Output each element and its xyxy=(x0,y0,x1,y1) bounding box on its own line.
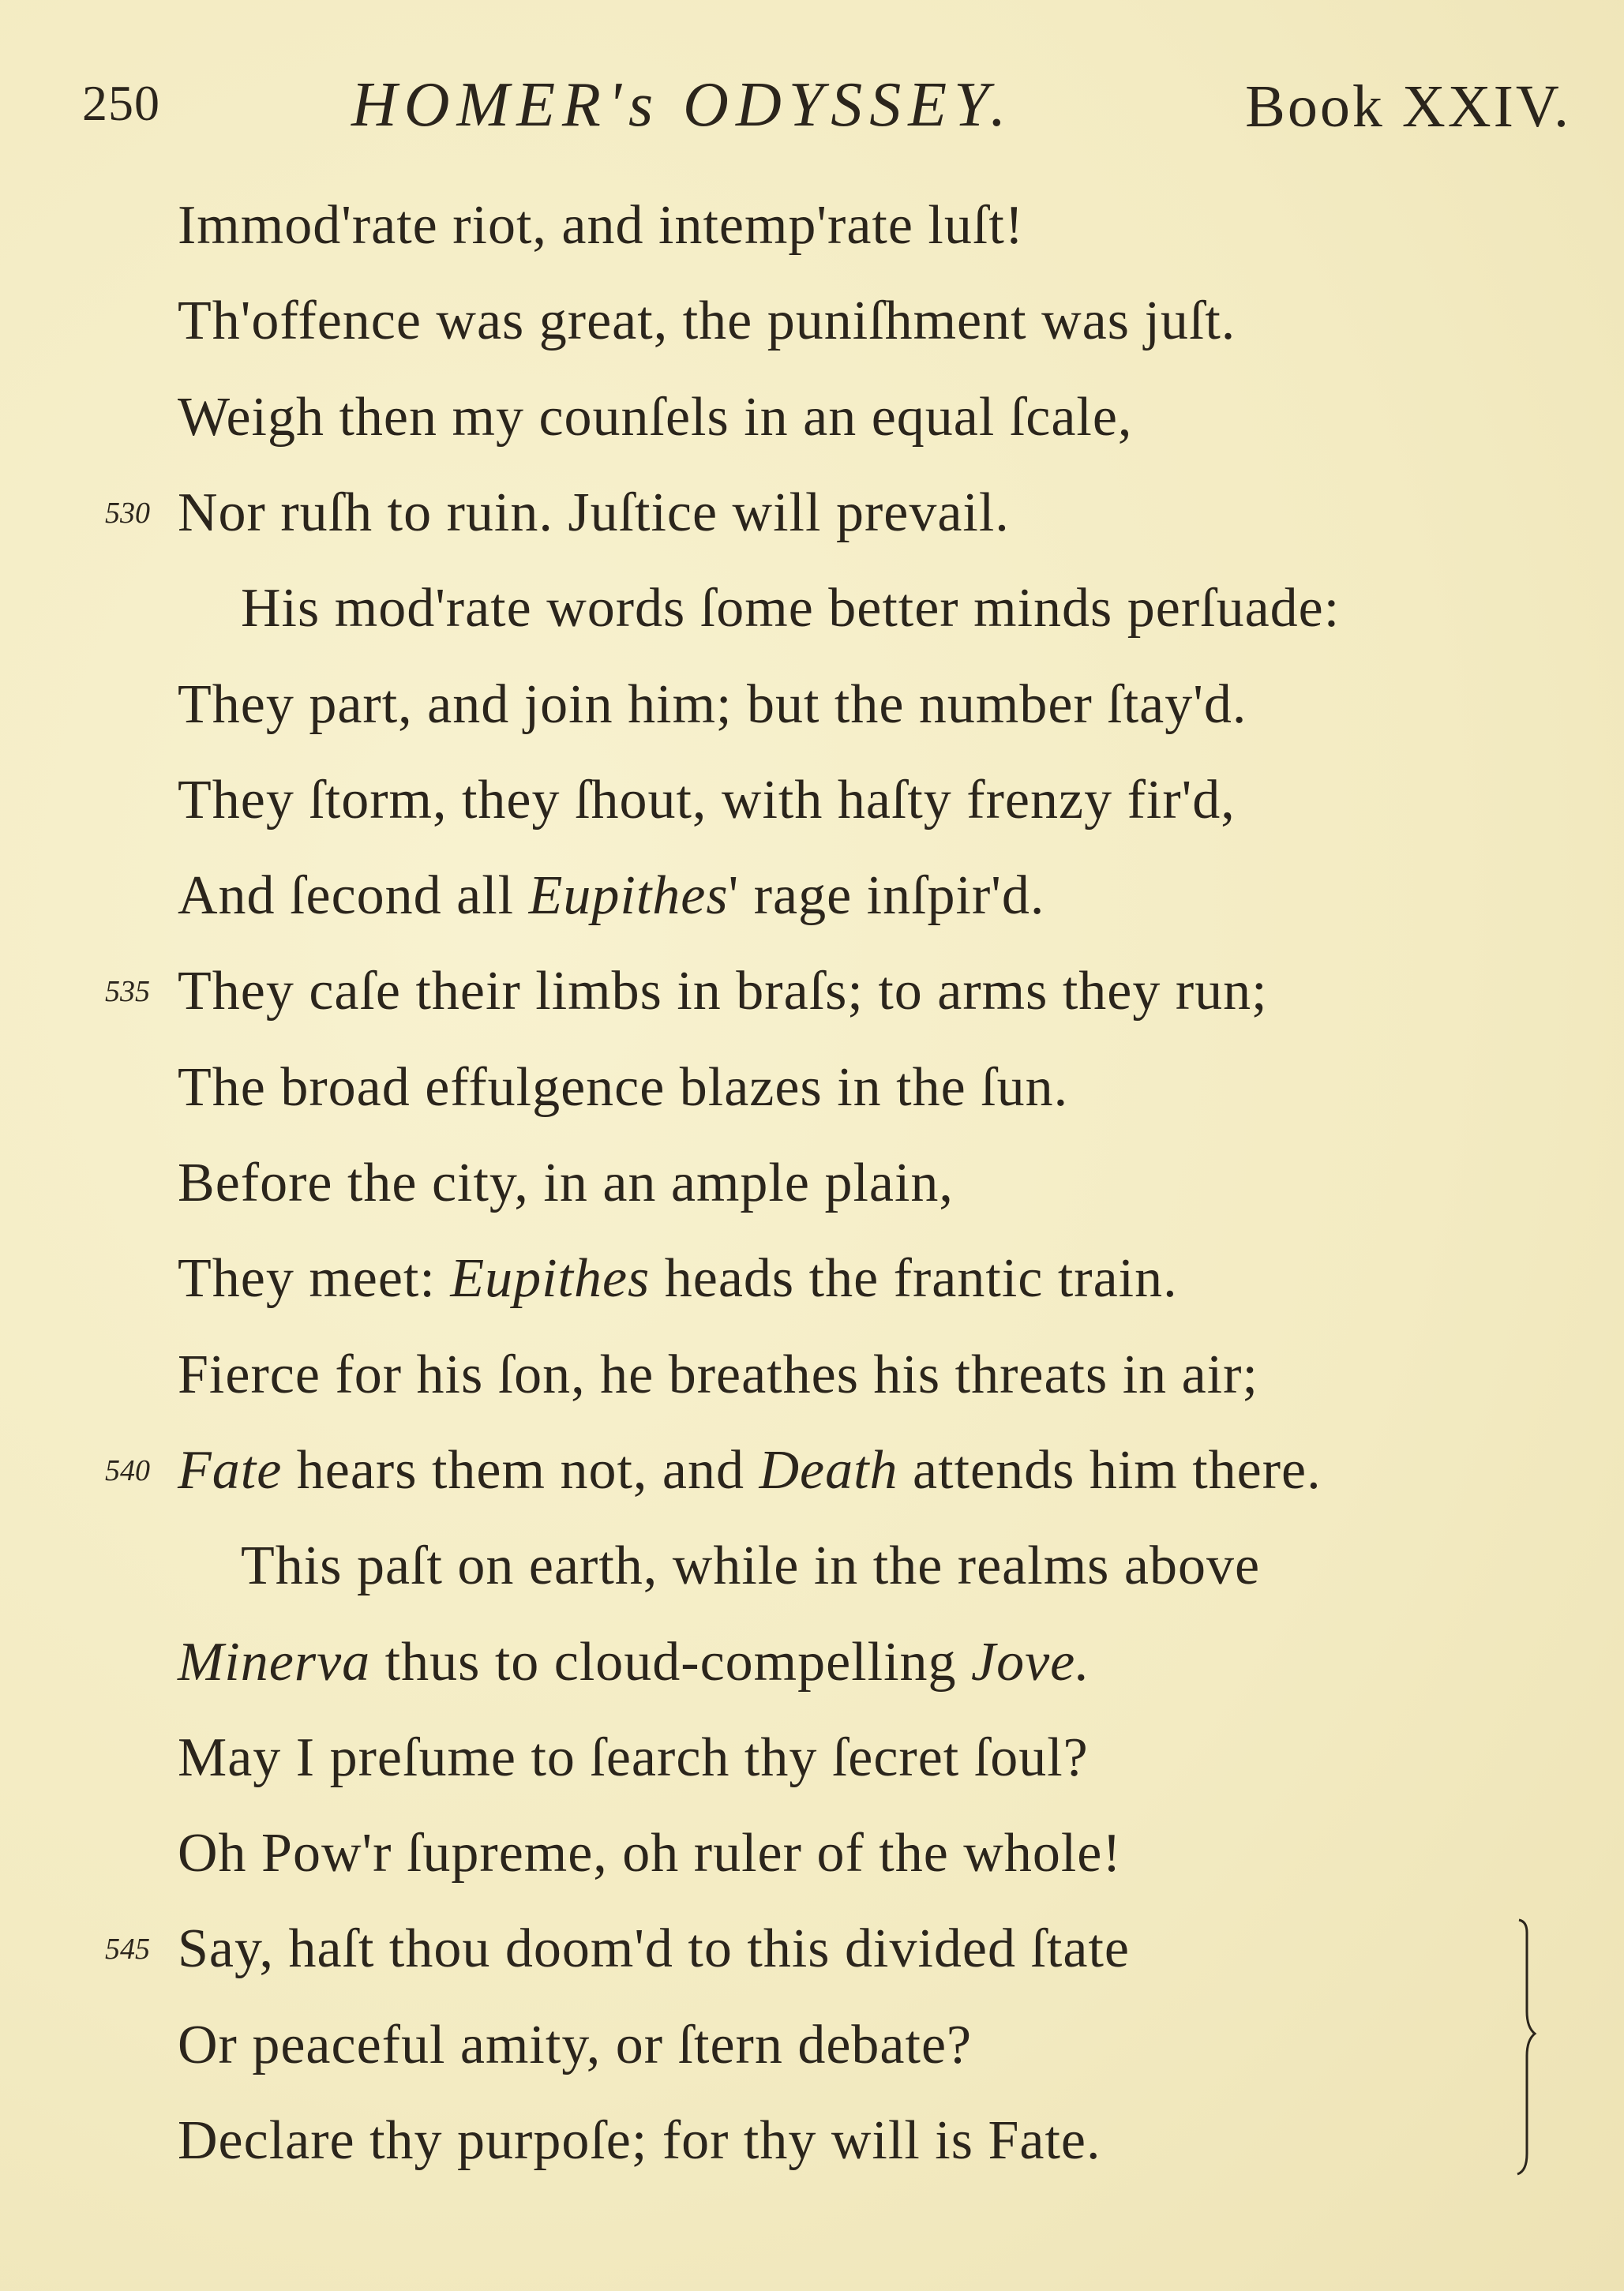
verse-text: Nor ruſh to ruin. Juſtice will prevail. xyxy=(178,482,1010,543)
triplet-brace xyxy=(1513,1917,1544,2177)
italic-name: Jove. xyxy=(971,1632,1090,1693)
verse-line xyxy=(178,1910,1130,1989)
line-number: 530 xyxy=(105,497,150,530)
verse-line xyxy=(178,2102,1101,2180)
verse-text: Th'offence was great, the puniſhment was juſt. xyxy=(178,291,1236,351)
verse-text: This paſt on earth, while in the realms above xyxy=(241,1535,1261,1596)
verse-line xyxy=(178,282,1236,361)
verse-line xyxy=(178,378,1132,457)
verse-line xyxy=(178,952,1268,1031)
verse-line xyxy=(178,1336,1258,1415)
line-number: 545 xyxy=(105,1933,150,1966)
verse-line xyxy=(178,474,1010,553)
verse-line xyxy=(178,761,1236,840)
verse-line xyxy=(178,1431,1322,1510)
verse-text: They caſe their limbs in braſs; to arms they run; xyxy=(178,961,1268,1022)
verse-text: attends him there. xyxy=(898,1440,1322,1501)
running-header xyxy=(79,69,1571,156)
verse-text: ' rage inſpir'd. xyxy=(728,865,1045,926)
verse-line xyxy=(241,1527,1260,1606)
page-number: 250 xyxy=(82,75,160,131)
verse-text: They ſtorm, they ſhout, with haſty frenzy fir'd, xyxy=(178,770,1236,831)
verse-text: hears them not, and xyxy=(282,1440,759,1501)
verse-line xyxy=(178,666,1247,744)
verse-line xyxy=(178,1239,1178,1318)
italic-name: Death xyxy=(759,1440,898,1501)
verse-text: Before the city, in an ample plain, xyxy=(178,1153,954,1213)
verse-line xyxy=(178,1814,1122,1893)
verse-line xyxy=(178,186,1024,265)
line-number: 540 xyxy=(105,1454,150,1487)
verse-text: They meet: xyxy=(178,1248,451,1309)
verse-text: Say, haſt thou doom'd to this divided ſtate xyxy=(178,1918,1130,1979)
verse-line xyxy=(178,1719,1089,1798)
verse-text: Weigh then my counſels in an equal ſcale, xyxy=(178,387,1133,448)
running-title: HOMER's ODYSSEY. xyxy=(351,70,1014,140)
verse-text: thus to cloud-compelling xyxy=(370,1632,972,1693)
verse-text: Declare thy purpoſe; for thy will is Fate. xyxy=(178,2110,1101,2171)
verse-line xyxy=(178,1623,1090,1702)
verse-line xyxy=(178,1144,954,1223)
verse-line xyxy=(178,2006,972,2085)
book-label: Book XXIV. xyxy=(1245,73,1571,140)
verse-text: Or peaceful amity, or ſtern debate? xyxy=(178,2015,973,2075)
verse-text: Oh Pow'r ſupreme, oh ruler of the whole! xyxy=(178,1823,1122,1884)
verse-text: The broad effulgence blazes in the ſun. xyxy=(178,1057,1069,1118)
italic-name: Minerva xyxy=(178,1632,371,1693)
italic-name: Fate xyxy=(178,1440,283,1501)
verse-text: heads the frantic train. xyxy=(650,1248,1178,1309)
verse-text: Immod'rate riot, and intemp'rate luſt! xyxy=(178,195,1025,256)
verse-text: His mod'rate words ſome better minds perſuade: xyxy=(241,578,1341,639)
verse-line xyxy=(178,857,1045,936)
verse-line xyxy=(241,569,1340,648)
italic-name: Eupithes xyxy=(528,865,729,926)
italic-name: Eupithes xyxy=(450,1248,651,1309)
verse-line xyxy=(178,1048,1068,1127)
verse-text: And ſecond all xyxy=(178,865,529,926)
verse-text: Fierce for his ſon, he breathes his threats in air; xyxy=(178,1344,1258,1405)
verse-text: May I preſume to ſearch thy ſecret ſoul? xyxy=(178,1727,1089,1788)
verse-text: They part, and join him; but the number ſtay'd. xyxy=(178,674,1247,735)
line-number: 535 xyxy=(105,975,150,1008)
